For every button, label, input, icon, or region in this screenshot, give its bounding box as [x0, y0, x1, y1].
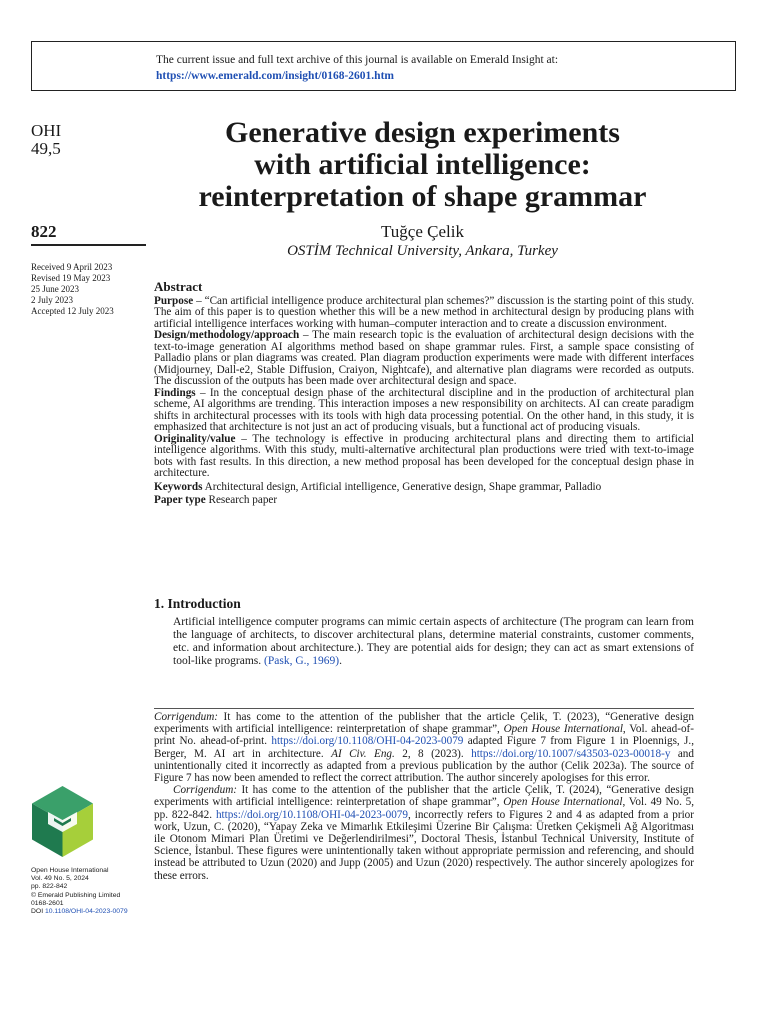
title-line-3: reinterpretation of shape grammar — [198, 180, 647, 213]
keywords-label: Keywords — [154, 480, 203, 493]
footer-journal: Open House International — [31, 867, 109, 874]
journal-url-link[interactable]: https://www.emerald.com/insight/0168-2601.htm — [156, 70, 394, 82]
journal-access-box — [31, 41, 736, 91]
author-affiliation: OSTİM Technical University, Ankara, Turkey — [287, 243, 558, 259]
footer-doi-link[interactable]: 10.1108/OHI-04-2023-0079 — [44, 908, 128, 916]
originality-label: Originality/value — [154, 432, 236, 445]
introduction-heading: 1. Introduction — [154, 596, 241, 611]
corrigendum-paragraph-2 — [154, 784, 694, 882]
corrigendum-1-journal: Open House International — [503, 723, 623, 736]
design-text: – The main research topic is the evaluation of architectural design decisions with the text-to-image generation AI algorithms method based on shape grammar rules. First, a sample space consisting of Palladio plans or plan diagrams was created. Plan diagram production experiments were made with different interfaces (Midjourney, Dall-e2, Stable Diffusion, Craiyon, Nightcafe), and alternative plan diagrams were recorded as outputs. The discussion of the outputs has been made over architectural design and space. — [154, 329, 694, 387]
corrigendum-1-doi-link[interactable]: https://doi.org/10.1108/OHI-04-2023-0079 — [271, 735, 464, 748]
footer-doi-label: DOI — [31, 908, 45, 916]
abstract-section — [154, 281, 694, 507]
introduction-text: Artificial intelligence computer programs can mimic certain aspects of architecture (The program can learn from the language of architects, to discover architectural plans, determine material constraints, customer comments, etc. and information about architecture.). They are potential aids for design; they can act as smart extensions of tool-like programs. — [173, 616, 694, 667]
page-number: 822 — [31, 222, 57, 241]
corrigendum-1-text-b: , Vol. ahead-of-print No. ahead-of-print. — [154, 723, 694, 748]
paper-type-label: Paper type — [154, 494, 206, 506]
pask-citation-link[interactable]: (Pask, G., 1969) — [264, 655, 340, 667]
purpose-text: – “Can artificial intelligence produce architectural plan schemes?” discussion is the starting point of this study. The aim of this paper is to question whether this will be a new method in architectural design by producing plans with artificial intelligence interfaces working with human–computer interaction and to create a discussion environment. — [154, 294, 694, 330]
corrigendum-2-doi-link[interactable]: https://doi.org/10.1108/OHI-04-2023-0079 — [215, 808, 408, 821]
page-number-rule — [31, 244, 146, 246]
footer-issn: 0168-2601 — [31, 899, 64, 907]
abstract-findings — [154, 388, 694, 434]
abstract-design — [154, 330, 694, 388]
footer-doi-line — [31, 908, 151, 916]
corrigendum-1-text-d: 2, 8 (2023). — [394, 747, 472, 760]
footer-volume: Vol. 49 No. 5, 2024 — [31, 875, 89, 883]
keywords-text: Architectural design, Artificial intelligence, Generative design, Shape grammar, Palladio — [202, 480, 602, 493]
author-name: Tuğçe Çelik — [381, 222, 464, 241]
history-received: Received 9 April 2023 — [31, 262, 113, 272]
introduction-end: . — [339, 655, 342, 667]
title-line-1: Generative design experiments — [225, 116, 620, 149]
history-revised-2: 25 June 2023 — [31, 284, 79, 294]
journal-volume: 49,5 — [31, 139, 61, 158]
journal-abbreviation — [31, 122, 146, 158]
history-accepted: Accepted 12 July 2023 — [31, 306, 114, 316]
publication-footer — [31, 867, 151, 916]
article-title — [150, 117, 695, 213]
corrigendum-paragraph-1 — [154, 711, 694, 784]
corrigendum-1-text-e: and unintentionally cited it incorrectly as adapted from a previous publication by the author (Celik 2023a). The source of Figure 7 has now been amended to reflect the correct attribution. The author sincerely apologises for this error. — [154, 747, 694, 785]
footer-pages: pp. 822-842 — [31, 883, 68, 891]
corrigendum-2-journal: Open House International — [503, 796, 623, 809]
corrigendum-section — [154, 711, 694, 882]
corrigendum-2-text-a: It has come to the attention of the publisher that the article Çelik, T. (2024), “Generative design experiments with artificial intelligence: reinterpretation of shape grammar”, — [154, 784, 694, 809]
history-revised-3: 2 July 2023 — [31, 295, 74, 305]
abstract-originality — [154, 434, 694, 480]
corrigendum-2-text-b: , Vol. 49 No. 5, pp. 822-842. — [154, 796, 695, 821]
design-label: Design/methodology/approach — [154, 329, 300, 341]
history-revised: Revised 19 May 2023 — [31, 273, 111, 283]
corrigendum-1-text-a: It has come to the attention of the publisher that the article Çelik, T. (2023), “Generative design experiments with artificial intelligence: reinterpretation of shape grammar”, — [154, 711, 694, 736]
findings-text: – In the conceptual design phase of the architectural discipline and in the production of architectural plan scheme, AI algorithms are trending. This interaction imposes a new responsibility on architects. AI can create paradigm shifts in architectural processes with its tools with high data processing potential. On the other hand, in this study, it is emphasized that architecture is not just an act of producing visuals, but a functional act of producing visuals. — [154, 386, 694, 433]
abstract-purpose — [154, 296, 694, 331]
originality-text: – The technology is effective in producing architectural plans and directing them to artificial intelligence algorithms. With this study, multi-alternative architectural plan productions were tried with text-to-image bots with fast results. In this direction, a new method proposal has been developed for the conceptual design phase in architecture. — [154, 432, 694, 479]
access-notice: The current issue and full text archive of this journal is available on Emerald Insight at: — [156, 54, 559, 66]
abstract-heading: Abstract — [154, 279, 203, 294]
corrigendum-1-journal-2: AI Civ. Eng. — [331, 747, 395, 760]
corrigendum-1-text-c: adapted Figure 7 from Figure 1 in Ploennigs, J., Berger, M. AI art in architecture. — [154, 735, 694, 760]
paper-type-text: Research paper — [205, 494, 278, 506]
introduction-paragraph — [173, 616, 694, 668]
corrigendum-label-2: Corrigendum: — [173, 784, 238, 797]
abstract-keywords — [154, 482, 694, 494]
corrigendum-divider — [154, 708, 694, 709]
footer-copyright: © Emerald Publishing Limited — [31, 891, 121, 899]
abstract-paper-type — [154, 495, 694, 507]
corrigendum-label-1: Corrigendum: — [154, 711, 219, 723]
article-history — [31, 262, 146, 317]
journal-abbr-text: OHI — [31, 121, 62, 140]
introduction-section — [154, 596, 694, 668]
purpose-label: Purpose — [154, 294, 194, 307]
emerald-logo-icon — [30, 784, 95, 859]
findings-label: Findings — [154, 386, 196, 399]
corrigendum-1-doi-link-2[interactable]: https://doi.org/10.1007/s43503-023-00018-y — [471, 747, 671, 760]
corrigendum-2-text-c: , incorrectly refers to Figures 2 and 4 as adapted from a prior work, Uzun, C. (2020), “Yapay Zeka ve Mimarlık Etkileşimi Üzerine Bir Çalışma: Üretken Çekişmeli Ağ Algoritması ile Otonom Mimari Plan Üretimi ve Değerlendirilmesi”, Doctoral Thesis, İstanbul Technical University, Institute of Science, İstanbul. These figures were unintentionally taken without appropriate permission and referencing, and should instead be attributed to Uzun (2020) and Jupp (2005) and Uzun (2020) respectively. The author sincerely apologizes for these errors. — [154, 808, 694, 882]
title-line-2: with artificial intelligence: — [254, 148, 591, 181]
